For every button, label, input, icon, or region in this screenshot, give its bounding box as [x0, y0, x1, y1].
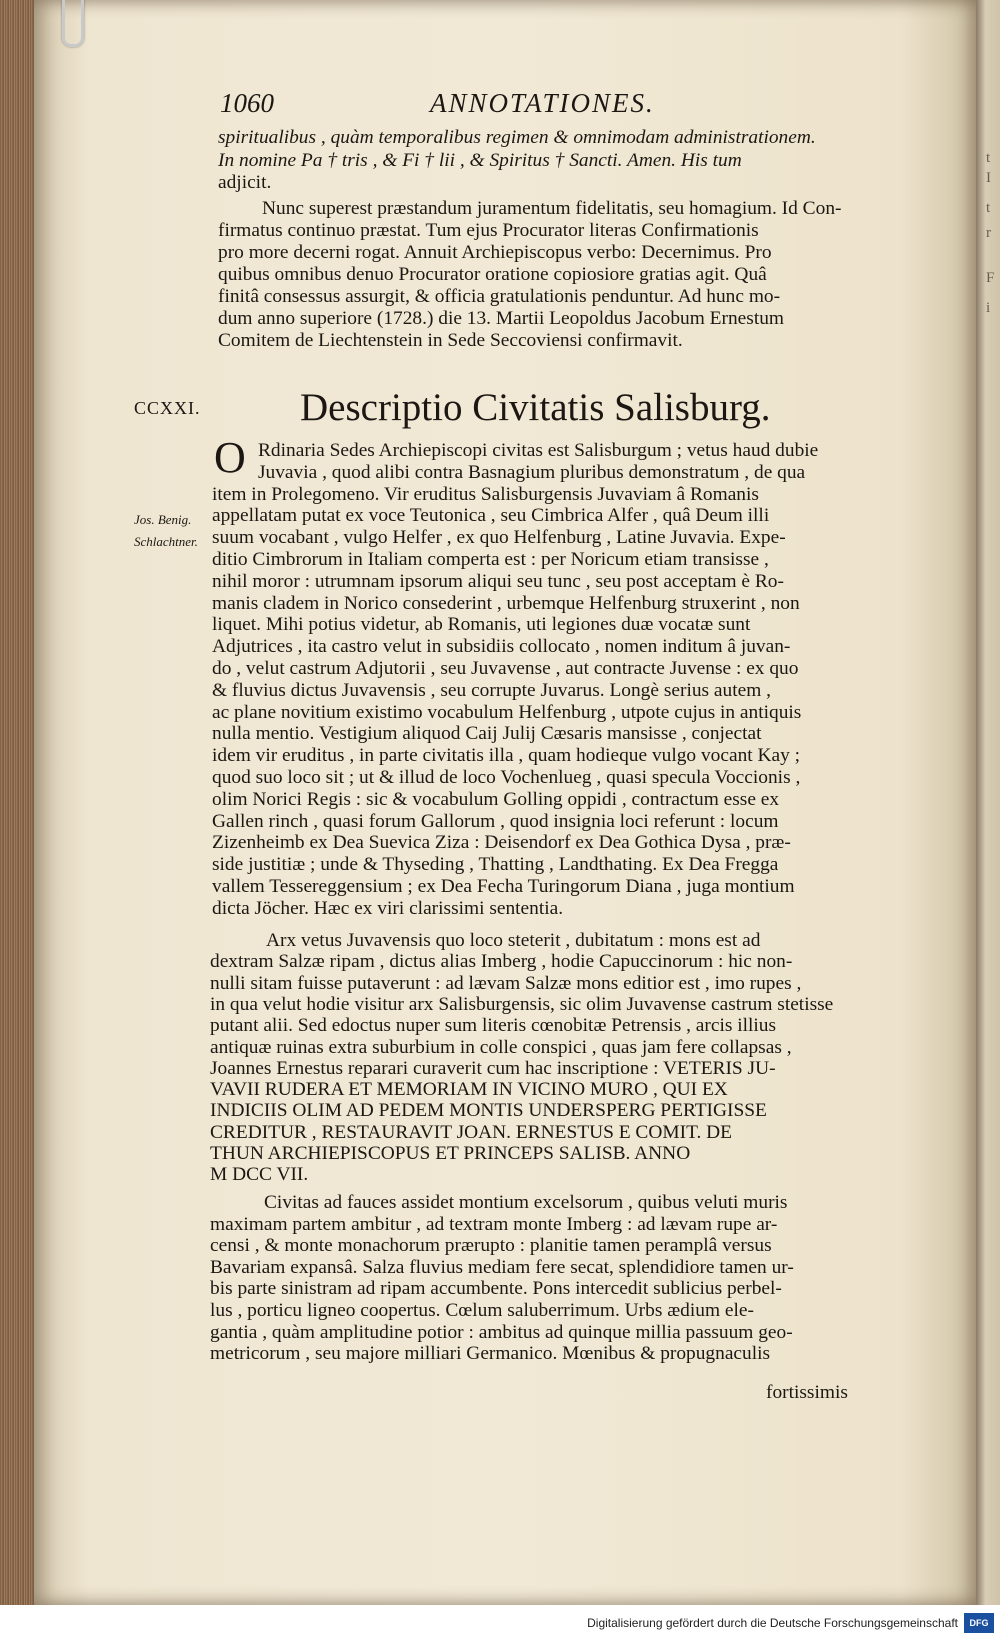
text-line: ac plane novitium existimo vocabulum Helfenburg , utpote cujus in antiquis — [212, 701, 802, 723]
text-line: nihil moror : utrumnam ipsorum aliqui seu tunc , seu post acceptam è Ro- — [212, 570, 784, 592]
text-line: nulla mentio. Vestigium aliquod Caij Julij Cæsaris mansisse , conjectat — [212, 723, 762, 745]
text-line: vallem Tessereggensium ; ex Dea Fecha Turingorum Diana , juga montium — [212, 876, 795, 897]
text-line: quod suo loco sit ; ut & illud de loco Vochenlueg , quasi specula Voccionis , — [212, 767, 801, 788]
text-line: manis cladem in Norico consederint , urbemque Helfenburg struxerint , non — [212, 592, 800, 614]
paperclip-icon — [62, 0, 84, 47]
text-line: lus , porticu ligneo coopertus. Cœlum saluberrimum. Urbs ædium ele- — [210, 1300, 754, 1321]
page-number: 1060 — [220, 88, 274, 118]
text-line: Juvavia , quod alibi contra Basnagium pluribus demonstratum , de qua — [258, 461, 806, 483]
text-line: firmatus continuo præstat. Tum ejus Procurator literas Confirmationis — [218, 220, 759, 241]
sliver-letter: t — [986, 150, 991, 166]
page-header — [220, 88, 900, 122]
text-line: Zizenheimb ex Dea Suevica Ziza : Deisendorf ex Dea Gothica Dysa , præ- — [212, 832, 791, 854]
margin-author: Jos. Benig. — [134, 512, 192, 527]
text-line: liquet. Mihi potius videtur, ab Romanis, uti legiones duæ vocatæ sunt — [212, 614, 751, 636]
text-line: Nunc superest præstandum juramentum fidelitatis, seu homagium. Id Con- — [262, 198, 842, 219]
text-line: putant alii. Sed edoctus nuper sum literis cœnobitæ Petrensis , arcis illius — [210, 1015, 777, 1037]
sliver-letter: F — [986, 270, 995, 286]
text-line: item in Prolegomeno. Vir eruditus Salisburgensis Juvaviam â Romanis — [212, 483, 759, 505]
margin-author: Schlachtner. — [134, 534, 198, 549]
text-line: gantia , quàm amplitudine potior : ambitus ad quinque millia passuum geo- — [210, 1321, 793, 1343]
section-number: CCXXI. — [134, 398, 201, 418]
text-line: dicta Jöcher. Hæc ex viri clarissimi sententia. — [212, 897, 564, 919]
text-line: In nomine Pa † tris , & Fi † lii , & Spiritus † Sancti. Amen. His tum — [218, 150, 742, 171]
text-line: olim Norici Regis : sic & vocabulum Golling oppidi , contractum esse ex — [212, 788, 780, 810]
text-line: VAVII RUDERA ET MEMORIAM IN VICINO MURO , QUI EX — [210, 1079, 728, 1101]
text-line: nulli sitam fuisse putaverunt : ad lævam Salzæ mons editior est , imo rupes , — [210, 972, 802, 994]
text-line: Bavariam expansâ. Salza fluvius mediam fere secat, splendidiore tamen ur- — [210, 1256, 794, 1278]
text-line: metricorum , seu majore milliari Germanico. Mœnibus & propugnaculis — [210, 1343, 771, 1365]
footer-credit: Digitalisierung gefördert durch die Deutsche Forschungsgemeinschaft — [587, 1616, 958, 1630]
text-line: Adjutrices , ita castro velut in subsidiis collocato , nomen inditum â juvan- — [212, 636, 791, 658]
footer-bar — [0, 1605, 1000, 1643]
drop-cap: O — [214, 433, 246, 482]
text-line: ditio Cimbrorum in Italiam comperta est : per Noricum etiam transisse , — [212, 549, 769, 570]
running-title: ANNOTATIONES. — [430, 88, 655, 118]
text-line: pro more decerni rogat. Annuit Archiepiscopus verbo: Decernimus. Pro — [218, 242, 772, 263]
sliver-letter: r — [986, 225, 991, 241]
book-edge — [0, 0, 36, 1643]
text-line: M DCC VII. — [210, 1164, 309, 1186]
text-line: spiritualibus , quàm temporalibus regimen & omnimodam administrationem. — [218, 127, 816, 148]
text-line: Comitem de Liechtenstein in Sede Seccoviensi confirmavit. — [218, 330, 683, 351]
sliver-letter: i — [986, 300, 991, 316]
text-line: adjicit. — [218, 172, 272, 193]
text-line: dum anno superiore (1728.) die 13. Martii Leopoldus Jacobum Ernestum — [218, 308, 784, 329]
text-line: Joannes Ernestus reparari curaverit cum hac inscriptione : VETERIS JU- — [210, 1057, 776, 1079]
text-line: Arx vetus Juvavensis quo loco steterit , dubitatum : mons est ad — [266, 930, 761, 951]
text-line: appellatam putat ex voce Teutonica , seu Cimbrica Alfer , quâ Deum illi — [212, 505, 770, 527]
text-line: CREDITUR , RESTAURAVIT JOAN. ERNESTUS E COMIT. DE — [210, 1121, 733, 1143]
text-line: side justitiæ ; unde & Thyseding , Thatting , Landthating. Ex Dea Fregga — [212, 854, 779, 876]
text-line: Gallen rinch , quasi forum Gallorum , quod insignia loci referunt : locum — [212, 810, 779, 832]
text-line: Rdinaria Sedes Archiepiscopi civitas est Salisburgum ; vetus haud dubie — [258, 440, 819, 461]
text-line: suum vocabant , vulgo Helfer , ex quo Helfenburg , Latine Juvavia. Expe- — [212, 527, 786, 549]
text-line: INDICIIS OLIM AD PEDEM MONTIS UNDERSPERG PERTIGISSE — [210, 1100, 767, 1122]
text-line: THUN ARCHIEPISCOPUS ET PRINCEPS SALISB. ANNO — [210, 1143, 691, 1164]
sliver-letter: I — [986, 170, 991, 186]
text-line: do , velut castrum Adjutorii , seu Juvavense , aut contracte Juvense : ex quo — [212, 658, 799, 679]
catchword: fortissimis — [766, 1382, 848, 1403]
text-line: in qua velut hodie visitur arx Salisburgensis, sic olim Juvavense castrum stetisse — [210, 993, 834, 1015]
text-line: antiquæ ruinas extra suburbium in colle conspici , quas jam fere collapsas , — [210, 1036, 792, 1058]
sliver-letter: t — [986, 200, 991, 216]
text-line: finitâ consessus assurgit, & officia gratulationis penduntur. Ad hunc mo- — [218, 286, 781, 307]
text-line: maximam partem ambitur , ad textram monte Imberg : ad lævam rupe ar- — [210, 1213, 778, 1235]
text-line: idem vir eruditus , in parte civitatis illa , quam hodieque vulgo vocant Kay ; — [212, 745, 801, 767]
text-line: bis parte sinistram ad ripam accumbente. Pons intercedit sublicius perbel- — [210, 1278, 782, 1300]
text-line: censi , & monte monachorum prærupto : planitie tamen peramplâ versus — [210, 1235, 772, 1257]
section-title: Descriptio Civitatis Salisburg. — [300, 386, 771, 429]
text-line: quibus omnibus denuo Procurator oratione copiosiore gratias agit. Quâ — [218, 264, 767, 285]
dfg-logo: DFG — [964, 1613, 994, 1633]
text-line: dextram Salzæ ripam , dictus alias Imberg , hodie Capuccinorum : hic non- — [210, 951, 793, 973]
text-line: & fluvius dictus Juvavensis , seu corrupte Juvarus. Longè serius autem , — [212, 679, 771, 701]
text-line: Civitas ad fauces assidet montium excelsorum , quibus veluti muris — [264, 1192, 788, 1213]
